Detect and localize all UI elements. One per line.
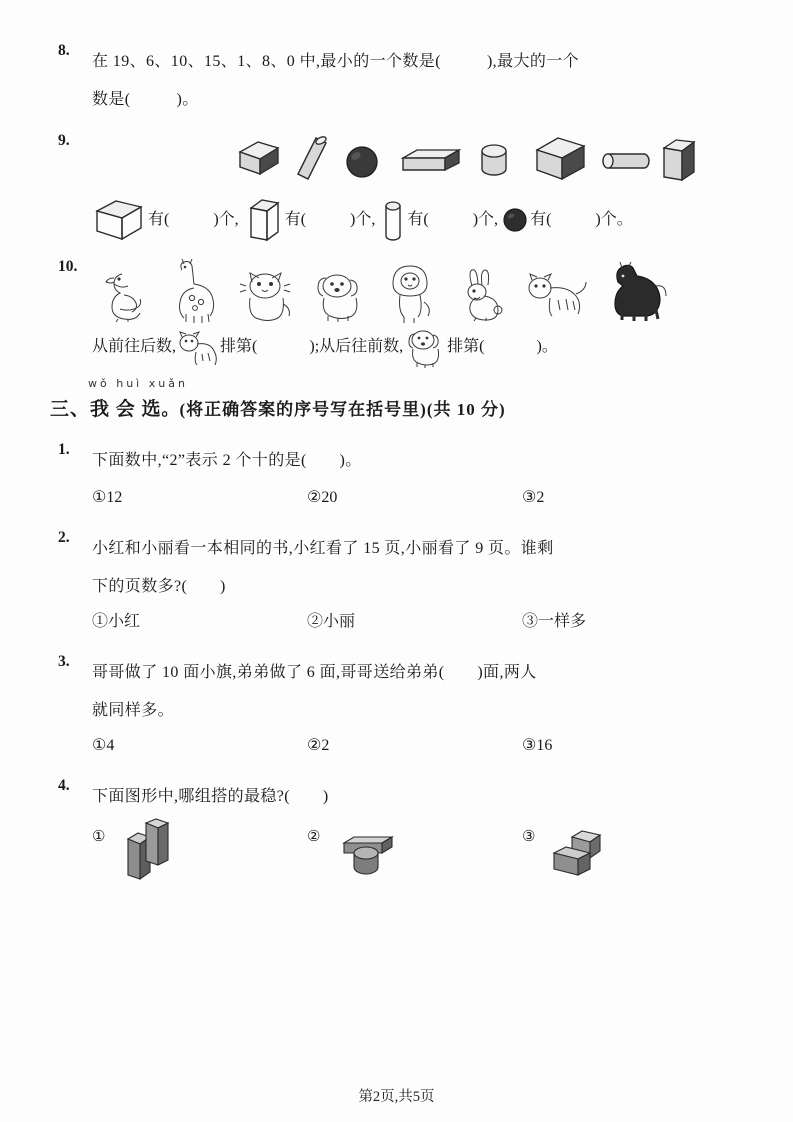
option-b[interactable]: ②20 xyxy=(307,489,338,507)
cylinder-icon xyxy=(292,134,332,180)
option-a[interactable]: ①12 xyxy=(92,489,123,507)
q10-a: 从前往后数, xyxy=(92,338,177,355)
section-3-heading xyxy=(50,377,748,421)
cylinder-icon xyxy=(381,196,405,244)
option-a[interactable] xyxy=(92,827,105,846)
dog-icon xyxy=(310,268,366,322)
option-b[interactable]: ②2 xyxy=(307,737,330,755)
option-c[interactable] xyxy=(522,827,535,846)
q9-f: )个, xyxy=(472,211,499,228)
choice-question-4 xyxy=(58,777,748,891)
question-10-number: 10. xyxy=(58,258,78,275)
choice-3-options xyxy=(92,729,748,763)
q9-b: )个, xyxy=(213,211,239,228)
question-8-line1a: 在 19、6、10、15、1、8、0 中,最小的一个数是( xyxy=(92,53,441,70)
q9-h: )个。 xyxy=(595,211,633,228)
choice-4-line1: 下面图形中,哪组搭的最稳?( ) xyxy=(92,788,329,806)
choice-3-number: 3. xyxy=(58,653,70,671)
cube-icon xyxy=(236,138,282,178)
sphere-icon xyxy=(502,207,528,233)
lion-icon xyxy=(382,262,438,324)
question-9-shape-row xyxy=(92,132,748,194)
rabbit-icon xyxy=(454,268,510,322)
q10-e: )。 xyxy=(536,338,558,355)
q10-b: 排第( xyxy=(220,338,258,355)
option-a[interactable]: ①小红 xyxy=(92,613,141,631)
cuboid-icon xyxy=(397,146,463,178)
q9-c: 有( xyxy=(284,211,307,228)
option-c-label: ③ xyxy=(522,829,536,846)
cube-icon xyxy=(92,197,146,243)
cylinder-with-block-icon xyxy=(332,825,402,885)
choice-2-line1: 小红和小丽看一本相同的书,小红看了 15 页,小丽看了 9 页。谁剩 xyxy=(92,540,554,558)
choice-1-options xyxy=(92,481,748,515)
question-10-answer-line xyxy=(92,326,748,368)
choice-2-options xyxy=(92,605,748,639)
choice-2-line2: 下的页数多?( ) xyxy=(92,578,226,596)
q9-e: 有( xyxy=(407,211,429,228)
q10-c: );从后往前数, xyxy=(309,338,404,355)
section-3-pinyin: wǒ huì xuǎn xyxy=(88,377,188,391)
choice-question-3 xyxy=(58,653,748,763)
question-10-animal-row xyxy=(92,258,748,326)
option-c[interactable]: ③16 xyxy=(522,737,553,755)
tiger-icon xyxy=(176,327,218,367)
stacked-cubes-icon xyxy=(546,825,616,883)
giraffe-icon xyxy=(168,258,224,324)
option-a[interactable]: ①4 xyxy=(92,737,115,755)
option-b[interactable]: ②小丽 xyxy=(307,613,356,631)
choice-question-1 xyxy=(58,441,748,515)
choice-3-line1: 哥哥做了 10 面小旗,弟弟做了 6 面,哥哥送给弟弟( )面,两人 xyxy=(92,664,537,682)
question-8-line2b: )。 xyxy=(176,91,199,108)
section-3-rest: 。(将正确答案的序号写在括号里)(共 10 分) xyxy=(161,400,506,420)
question-8-number: 8. xyxy=(58,42,70,59)
horse-icon xyxy=(606,260,668,322)
option-b-label: ② xyxy=(307,829,321,846)
option-b[interactable] xyxy=(307,827,320,846)
page-content xyxy=(50,42,748,895)
sphere-icon xyxy=(344,144,380,180)
question-9 xyxy=(58,132,748,246)
section-3-title: 三、我 会 选 xyxy=(50,399,162,421)
duck-icon xyxy=(100,262,152,322)
choice-3-line2: 就同样多。 xyxy=(92,702,175,720)
cylinder-icon xyxy=(600,150,652,172)
choice-question-2 xyxy=(58,529,748,639)
q9-a: 有( xyxy=(148,211,170,228)
page-footer: 第2页,共5页 xyxy=(358,1089,435,1105)
choice-1-text: 下面数中,“2”表示 2 个十的是( )。 xyxy=(92,452,362,470)
option-a-label: ① xyxy=(92,829,106,846)
cuboid-icon xyxy=(658,136,700,184)
blocks-stack-icon xyxy=(118,817,178,887)
q9-d: )个, xyxy=(350,211,376,228)
cuboid-icon xyxy=(245,196,283,244)
q9-g: 有( xyxy=(530,211,552,228)
choice-4-figure-row xyxy=(92,817,748,891)
question-8 xyxy=(58,42,748,118)
cylinder-icon xyxy=(475,142,513,180)
question-10 xyxy=(58,258,748,368)
option-c[interactable]: ③一样多 xyxy=(522,613,587,631)
question-8-line2 xyxy=(92,82,748,118)
question-8-line1b: ),最大的一个 xyxy=(486,53,580,70)
tiger-icon xyxy=(526,270,588,320)
choice-1-number: 1. xyxy=(58,441,70,459)
question-8-line2a: 数是( xyxy=(92,91,131,108)
question-8-body xyxy=(92,42,748,82)
dog-icon xyxy=(403,326,445,368)
question-9-answer-line xyxy=(92,194,748,246)
cat-icon xyxy=(238,268,294,322)
cube-icon xyxy=(532,134,590,184)
choice-4-number: 4. xyxy=(58,777,70,795)
question-9-number: 9. xyxy=(58,132,70,149)
option-c[interactable]: ③2 xyxy=(522,489,545,507)
q10-d: 排第( xyxy=(447,338,485,355)
choice-2-number: 2. xyxy=(58,529,70,547)
